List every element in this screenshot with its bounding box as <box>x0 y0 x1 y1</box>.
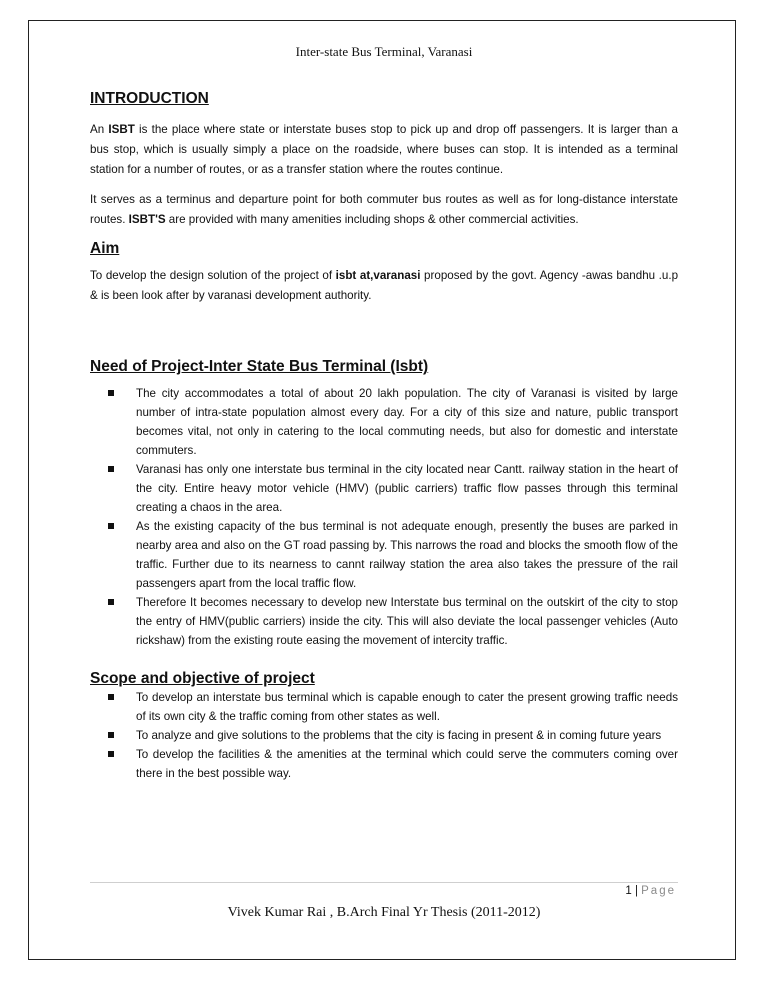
running-header: Inter-state Bus Terminal, Varanasi <box>295 44 473 59</box>
bullet-icon <box>108 751 114 757</box>
scope-heading: Scope and objective of project <box>90 670 315 687</box>
running-footer: Vivek Kumar Rai , B.Arch Final Yr Thesis (2011-2012) <box>227 905 541 920</box>
bullet-icon <box>108 599 114 605</box>
bullet-icon <box>108 390 114 396</box>
introduction-paragraph-2: It serves as a terminus and departure point for both commuter bus routes as well as for long-distance interstate routes. ISBT'S are provided with many amenities including shops & other commercial activities. <box>90 193 678 226</box>
document-body <box>90 90 678 783</box>
list-item: The city accommodates a total of about 20 lakh population. The city of Varanasi is visited by large number of intra-state population almost every day. For a city of this size and nature, public transport becomes vital, not only in catering to the local commuting needs, but also for domestic and interstate commuters. <box>90 384 678 460</box>
need-of-project-heading: Need of Project-Inter State Bus Terminal (Isbt) <box>90 358 429 375</box>
bullet-icon <box>108 466 114 472</box>
list-item: As the existing capacity of the bus terminal is not adequate enough, presently the buses are parked in nearby area and also on the GT road passing by. This narrows the road and blocks the smooth flow of the traffic. Further due to its nearness to cannt railway station the area also takes the pressure of the rail passengers apart from the local traffic flow. <box>90 517 678 593</box>
introduction-paragraph-1: An ISBT is the place where state or interstate buses stop to pick up and drop off passengers. It is larger than a bus stop, which is usually simply a place on the roadside, where buses can stop. It is intended as a terminal station for a number of routes, or as a transfer station where the routes continue. <box>90 123 678 176</box>
page-number: 1 | Page <box>625 885 676 897</box>
list-item: Varanasi has only one interstate bus terminal in the city located near Cantt. railway station in the heart of the city. Entire heavy motor vehicle (HMV) (public carriers) traffic flow passes through this terminal creating a chaos in the area. <box>90 460 678 517</box>
scope-list <box>90 688 678 783</box>
aim-paragraph: To develop the design solution of the project of isbt at,varanasi proposed by the govt. Agency -awas bandhu .u.p & is been look after by varanasi development authority. <box>90 269 679 302</box>
bullet-icon <box>108 523 114 529</box>
list-item: Therefore It becomes necessary to develop new Interstate bus terminal on the outskirt of the city to stop the entry of HMV(public carriers) inside the city. This will also deviate the local passenger vehicles (Auto rickshaw) from the existing route easing the movement of intercity traffic. <box>90 593 678 650</box>
footer-divider <box>90 882 678 883</box>
list-item: To develop an interstate bus terminal which is capable enough to cater the present growing traffic needs of its own city & the traffic coming from other states as well. <box>90 688 678 726</box>
bullet-icon <box>108 732 114 738</box>
introduction-heading: INTRODUCTION <box>90 90 209 107</box>
aim-heading: Aim <box>90 240 120 257</box>
bullet-icon <box>108 694 114 700</box>
list-item: To analyze and give solutions to the problems that the city is facing in present & in coming future years <box>90 726 678 745</box>
need-list <box>90 384 678 650</box>
list-item: To develop the facilities & the amenities at the terminal which could serve the commuters coming over there in the best possible way. <box>90 745 678 783</box>
